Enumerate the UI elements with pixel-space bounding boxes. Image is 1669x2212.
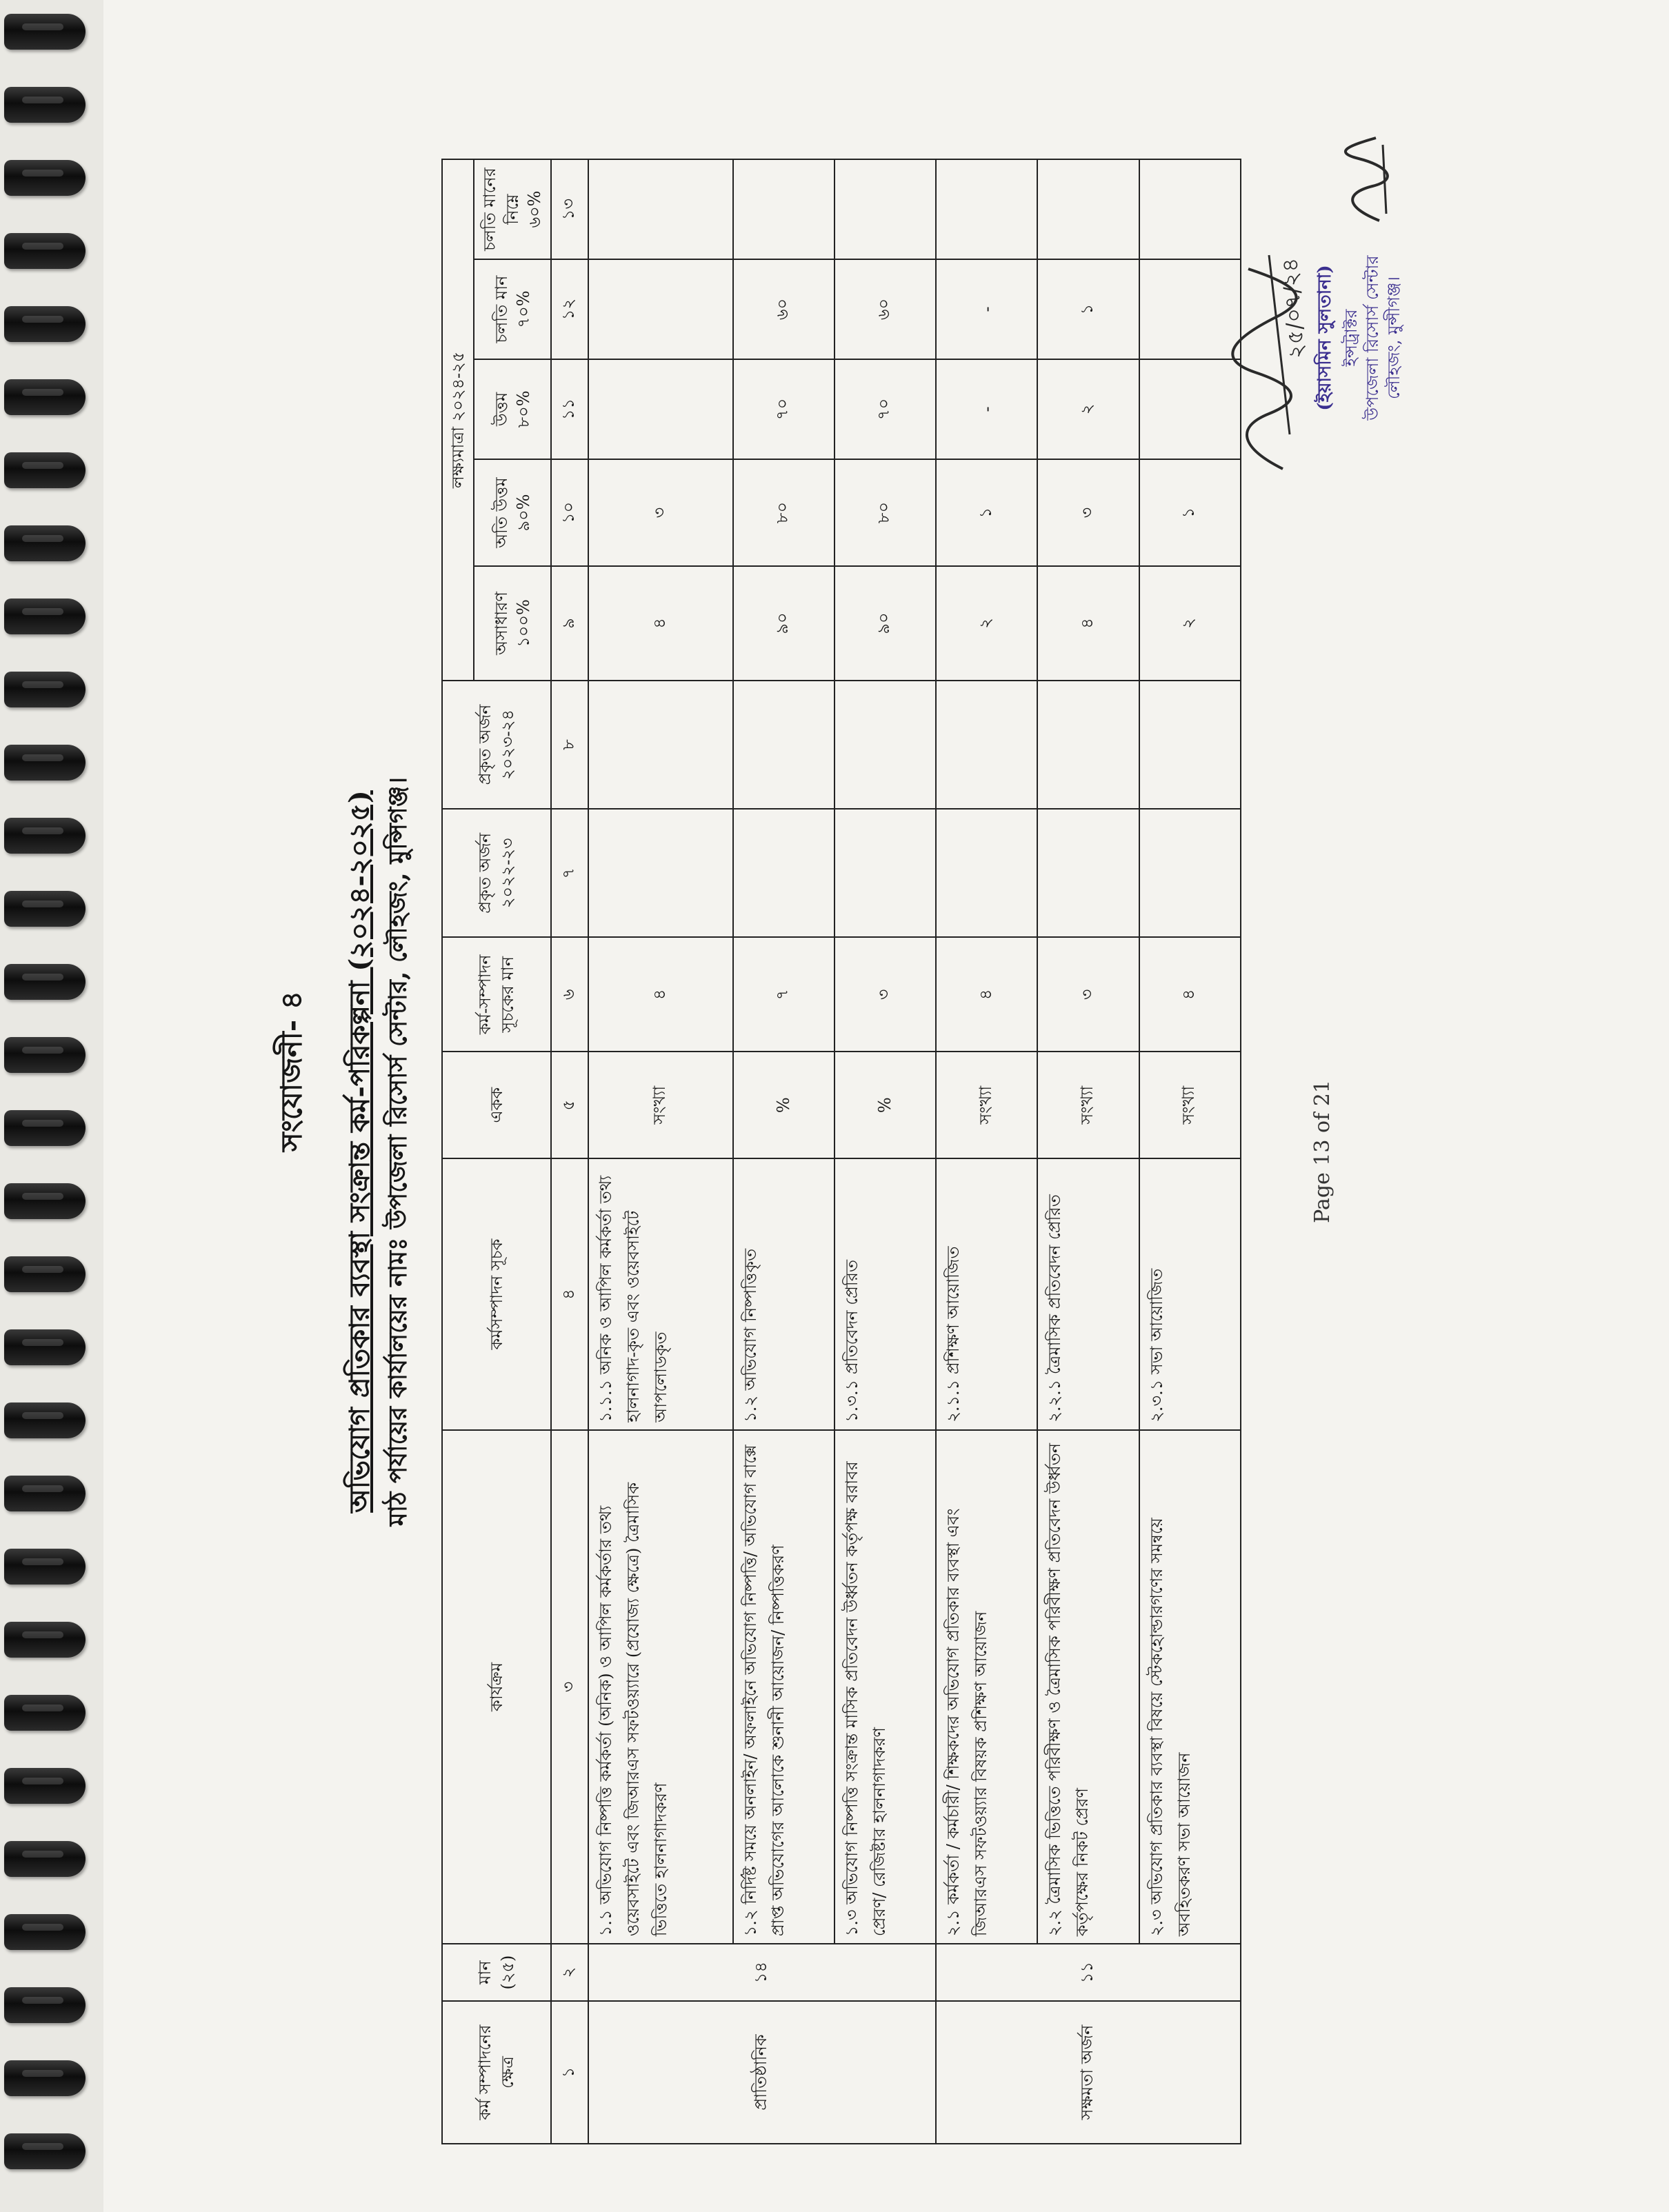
activity-cell: ১.২ নির্দিষ্ট সময়ে অনলাইন/ অফলাইনে অভিযোগ নিষ্পত্তি/ অভিযোগ বাক্সে প্রাপ্ত অভিযোগের আলোকে শুনানী আয়োজন/ নিষ্পত্তিকরণ	[733, 1430, 834, 1944]
binder-ring	[4, 1622, 86, 1658]
column-number: ৭	[551, 809, 588, 937]
actual-2023-cell	[936, 681, 1037, 809]
binder-ring	[4, 87, 86, 123]
area-cell: সক্ষমতা অর্জন	[936, 2001, 1241, 2144]
very-good-cell: ১	[936, 459, 1037, 566]
signatory-designation: ইন্সট্রাক্টর	[1341, 309, 1361, 367]
annex-label: সংযোজনী- ৪	[274, 990, 308, 1152]
column-number: ৮	[551, 681, 588, 809]
header-area: কর্ম সম্পাদনের ক্ষেত্র	[442, 2001, 551, 2144]
binder-ring	[4, 452, 86, 488]
current-cell: ৬০	[733, 259, 834, 359]
table-row	[733, 159, 834, 2144]
very-good-cell: ৩	[588, 459, 733, 566]
area-cell: প্রাতিষ্ঠানিক	[588, 2001, 937, 2144]
header-actual-2022: প্রকৃত অর্জন ২০২২-২৩	[442, 809, 551, 937]
column-number: ৩	[551, 1430, 588, 1944]
unit-cell: সংখ্যা	[936, 1052, 1037, 1158]
action-plan-table	[441, 159, 1241, 2144]
table-row	[834, 159, 936, 2144]
header-mark: মান (২৫)	[442, 1944, 551, 2001]
below-cell	[588, 159, 733, 259]
excellent-cell: ৪	[588, 566, 733, 681]
binder-ring	[4, 745, 86, 781]
actual-2023-cell	[834, 681, 936, 809]
binder-ring	[4, 599, 86, 634]
value-cell: ৩	[834, 937, 936, 1052]
good-cell: ৭০	[834, 359, 936, 459]
excellent-cell: ২	[1139, 566, 1241, 681]
indicator-cell: ১.১.১ অনিক ও আপিল কর্মকর্তা তথ্য হালনাগাদ-কৃত এবং ওয়েবসাইটে আপলোডকৃত	[588, 1158, 733, 1429]
unit-cell: %	[733, 1052, 834, 1158]
binder-ring	[4, 1695, 86, 1731]
excellent-cell: ৯০	[834, 566, 936, 681]
indicator-cell: ২.২.১ ত্রৈমাসিক প্রতিবেদন প্রেরিত	[1037, 1158, 1139, 1429]
binder-ring	[4, 306, 86, 342]
activity-cell: ২.২ ত্রৈমাসিক ভিত্তিতে পরিবীক্ষণ ও ত্রৈমাসিক পরিবীক্ষণ প্রতিবেদন উর্ধ্বতন কর্তৃপক্ষের নিকট প্রেরণ	[1037, 1430, 1139, 1944]
binder-ring	[4, 818, 86, 854]
current-cell	[588, 259, 733, 359]
column-number: ৯	[551, 566, 588, 681]
binder-ring	[4, 379, 86, 415]
binder-ring	[4, 1841, 86, 1877]
unit-cell: %	[834, 1052, 936, 1158]
actual-2022-cell	[588, 809, 733, 937]
column-number: ২	[551, 1944, 588, 2001]
binder-ring	[4, 525, 86, 561]
column-number: ১০	[551, 459, 588, 566]
excellent-cell: ৯০	[733, 566, 834, 681]
value-cell: ৩	[1037, 937, 1139, 1052]
indicator-cell: ১.৩.১ প্রতিবেদন প্রেরিত	[834, 1158, 936, 1429]
binder-ring	[4, 2060, 86, 2096]
binder-ring	[4, 1768, 86, 1804]
below-cell	[733, 159, 834, 259]
binder-ring	[4, 672, 86, 707]
header-row-1	[442, 159, 474, 2144]
binder-ring	[4, 1402, 86, 1438]
binder-ring	[4, 1037, 86, 1073]
good-cell	[588, 359, 733, 459]
binder-ring	[4, 2133, 86, 2169]
signature-date: ২৫/০৭/২৪	[1276, 257, 1310, 360]
value-cell: ৪	[588, 937, 733, 1052]
binder-ring	[4, 14, 86, 50]
header-indicator-value: কর্ম-সম্পাদন সূচকের মান	[442, 937, 551, 1052]
activity-cell: ১.৩ অভিযোগ নিষ্পত্তি সংক্রান্ত মাসিক প্রতিবেদন উর্ধ্বতন কর্তৃপক্ষ বরাবর প্রেরণ/ রেজিষ্টার হালনাগাদকরণ	[834, 1430, 936, 1944]
actual-2023-cell	[1139, 681, 1241, 809]
below-cell	[1037, 159, 1139, 259]
header-indicator: কর্মসম্পাদন সূচক	[442, 1158, 551, 1429]
below-cell	[936, 159, 1037, 259]
signatory-office: উপজেলা রিসোর্স সেন্টার	[1363, 255, 1383, 421]
excellent-cell: ৪	[1037, 566, 1139, 681]
very-good-cell: ৩	[1037, 459, 1139, 566]
column-number: ৪	[551, 1158, 588, 1429]
below-cell	[834, 159, 936, 259]
header-very-good: অতি উত্তম ৯০%	[474, 459, 550, 566]
binder-spiral	[0, 0, 103, 2212]
value-cell: ৪	[1139, 937, 1241, 1052]
header-good: উত্তম ৮০%	[474, 359, 550, 459]
binder-ring	[4, 964, 86, 1000]
binder-ring	[4, 1329, 86, 1365]
mark-cell: ১১	[936, 1944, 1241, 2001]
column-number: ১৩	[551, 159, 588, 259]
document-subtitle: মাঠ পর্যায়ের কার্যালয়ের নামঃ উপজেলা রিসোর্স সেন্টার, লৌহজং, মুন্সিগঞ্জ।	[383, 776, 412, 1527]
header-excellent: অসাধারণ ১০০%	[474, 566, 550, 681]
binder-ring	[4, 160, 86, 196]
actual-2023-cell	[1037, 681, 1139, 809]
good-cell: ৭০	[733, 359, 834, 459]
signatory-location: লৌহজং, মুন্সীগঞ্জ।	[1384, 276, 1404, 400]
actual-2022-cell	[834, 809, 936, 937]
binder-ring	[4, 1256, 86, 1292]
actual-2022-cell	[733, 809, 834, 937]
rotated-page	[262, 131, 1572, 2172]
binder-ring	[4, 1476, 86, 1511]
binder-ring	[4, 1110, 86, 1146]
actual-2022-cell	[936, 809, 1037, 937]
actual-2022-cell	[1037, 809, 1139, 937]
value-cell: ৭	[733, 937, 834, 1052]
actual-2022-cell	[1139, 809, 1241, 937]
column-number: ৫	[551, 1052, 588, 1158]
table-row	[1037, 159, 1139, 2144]
excellent-cell: ২	[936, 566, 1037, 681]
good-cell: -	[936, 359, 1037, 459]
actual-2023-cell	[733, 681, 834, 809]
page-number: Page 13 of 21	[1310, 1080, 1335, 1223]
header-current: চলতি মান ৭০%	[474, 259, 550, 359]
header-actual-2023: প্রকৃত অর্জন ২০২৩-২৪	[442, 681, 551, 809]
unit-cell: সংখ্যা	[1139, 1052, 1241, 1158]
header-unit: একক	[442, 1052, 551, 1158]
header-target-group: লক্ষ্যমাত্রা ২০২৪-২৫	[442, 159, 474, 681]
document-title: অভিযোগ প্রতিকার ব্যবস্থা সংক্রান্ত কর্ম-পরিকল্পনা (২০২৪-২০২৫)	[343, 790, 376, 1513]
very-good-cell: ৮০	[733, 459, 834, 566]
current-cell: ৬০	[834, 259, 936, 359]
table-body	[588, 159, 1241, 2144]
activity-cell: ২.১ কর্মকর্তা / কর্মচারী/ শিক্ষকদের অভিযোগ প্রতিকার ব্যবস্থা এবং জিআরএস সফটওয়্যার বিষয়ক প্রশিক্ষণ আয়োজন	[936, 1430, 1037, 1944]
column-number: ১	[551, 2001, 588, 2144]
column-number: ৬	[551, 937, 588, 1052]
binder-ring	[4, 1183, 86, 1219]
unit-cell: সংখ্যা	[588, 1052, 733, 1158]
very-good-cell: ৮০	[834, 459, 936, 566]
current-cell: ১	[1037, 259, 1139, 359]
value-cell: ৪	[936, 937, 1037, 1052]
indicator-cell: ২.১.১ প্রশিক্ষণ আয়োজিত	[936, 1158, 1037, 1429]
activity-cell: ১.১ অভিযোগ নিষ্পত্তি কর্মকর্তা (অনিক) ও আপিল কর্মকর্তার তথ্য ওয়েবসাইটে এবং জিআরএস সফটওয়্যারে (প্রযোজ্য ক্ষেত্রে) ত্রৈমাসিক ভিত্তিতে হালনাগাদকরণ	[588, 1430, 733, 1944]
indicator-cell: ২.৩.১ সভা আয়োজিত	[1139, 1158, 1241, 1429]
header-below-current: চলতি মানের নিম্নে ৬০%	[474, 159, 550, 259]
binder-ring	[4, 1549, 86, 1585]
current-cell: -	[936, 259, 1037, 359]
activity-cell: ২.৩ অভিযোগ প্রতিকার ব্যবস্থা বিষয়ে স্টেকহোল্ডারগণের সমন্বয়ে অবহিতকরণ সভা আয়োজন	[1139, 1430, 1241, 1944]
mark-cell: ১৪	[588, 1944, 937, 2001]
very-good-cell: ১	[1139, 459, 1241, 566]
column-number: ১১	[551, 359, 588, 459]
header-activity: কার্যক্রম	[442, 1430, 551, 1944]
column-number-row	[551, 159, 588, 2144]
indicator-cell: ১.২ অভিযোগ নিষ্পত্তিকৃত	[733, 1158, 834, 1429]
table-row	[936, 159, 1037, 2144]
binder-ring	[4, 233, 86, 269]
binder-ring	[4, 1987, 86, 2023]
binder-ring	[4, 1914, 86, 1950]
initials-scrawl	[1338, 131, 1393, 228]
table-row	[588, 159, 733, 2144]
signatory-name: (ইয়াসমিন সুলতানা)	[1315, 265, 1335, 411]
actual-2023-cell	[588, 681, 733, 809]
unit-cell: সংখ্যা	[1037, 1052, 1139, 1158]
good-cell: ২	[1037, 359, 1139, 459]
binder-ring	[4, 891, 86, 927]
column-number: ১২	[551, 259, 588, 359]
